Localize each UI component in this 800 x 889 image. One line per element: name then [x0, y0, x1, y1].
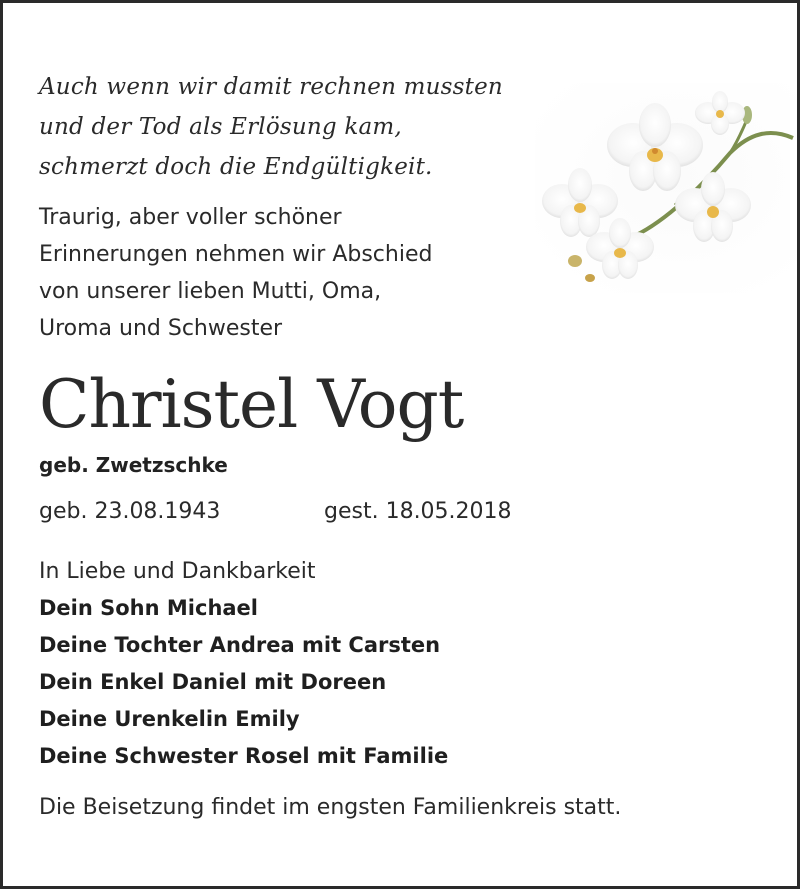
intro-line: Erinnerungen nehmen wir Abschied — [39, 242, 433, 267]
mourner-name: Dein Enkel Daniel mit Doreen — [39, 670, 387, 694]
poem-line: und der Tod als Erlösung kam, — [39, 114, 402, 140]
mourner-name: Dein Sohn Michael — [39, 596, 259, 620]
funeral-note: Die Beisetzung findet im engsten Familienkreis statt. — [39, 795, 622, 820]
deceased-name: Christel Vogt — [39, 366, 464, 443]
poem — [39, 67, 559, 187]
mourner-name: Deine Schwester Rosel mit Familie — [39, 744, 449, 768]
birth-date: geb. 23.08.1943 — [39, 499, 221, 524]
intro-text — [39, 199, 559, 347]
intro-line: Uroma und Schwester — [39, 316, 283, 341]
life-dates — [39, 499, 639, 524]
poem-line: schmerzt doch die Endgültigkeit. — [39, 154, 433, 180]
intro-line: Traurig, aber voller schöner — [39, 205, 342, 230]
death-date: gest. 18.05.2018 — [324, 499, 512, 524]
mourners-heading: In Liebe und Dankbarkeit — [39, 559, 316, 584]
mourner-name: Deine Tochter Andrea mit Carsten — [39, 633, 441, 657]
mourner-name: Deine Urenkelin Emily — [39, 707, 300, 731]
maiden-name: geb. Zwetzschke — [39, 453, 228, 477]
orchid-icon — [535, 83, 797, 293]
mourners-list — [39, 553, 659, 775]
intro-line: von unserer lieben Mutti, Oma, — [39, 279, 382, 304]
poem-line: Auch wenn wir damit rechnen mussten — [39, 74, 503, 100]
